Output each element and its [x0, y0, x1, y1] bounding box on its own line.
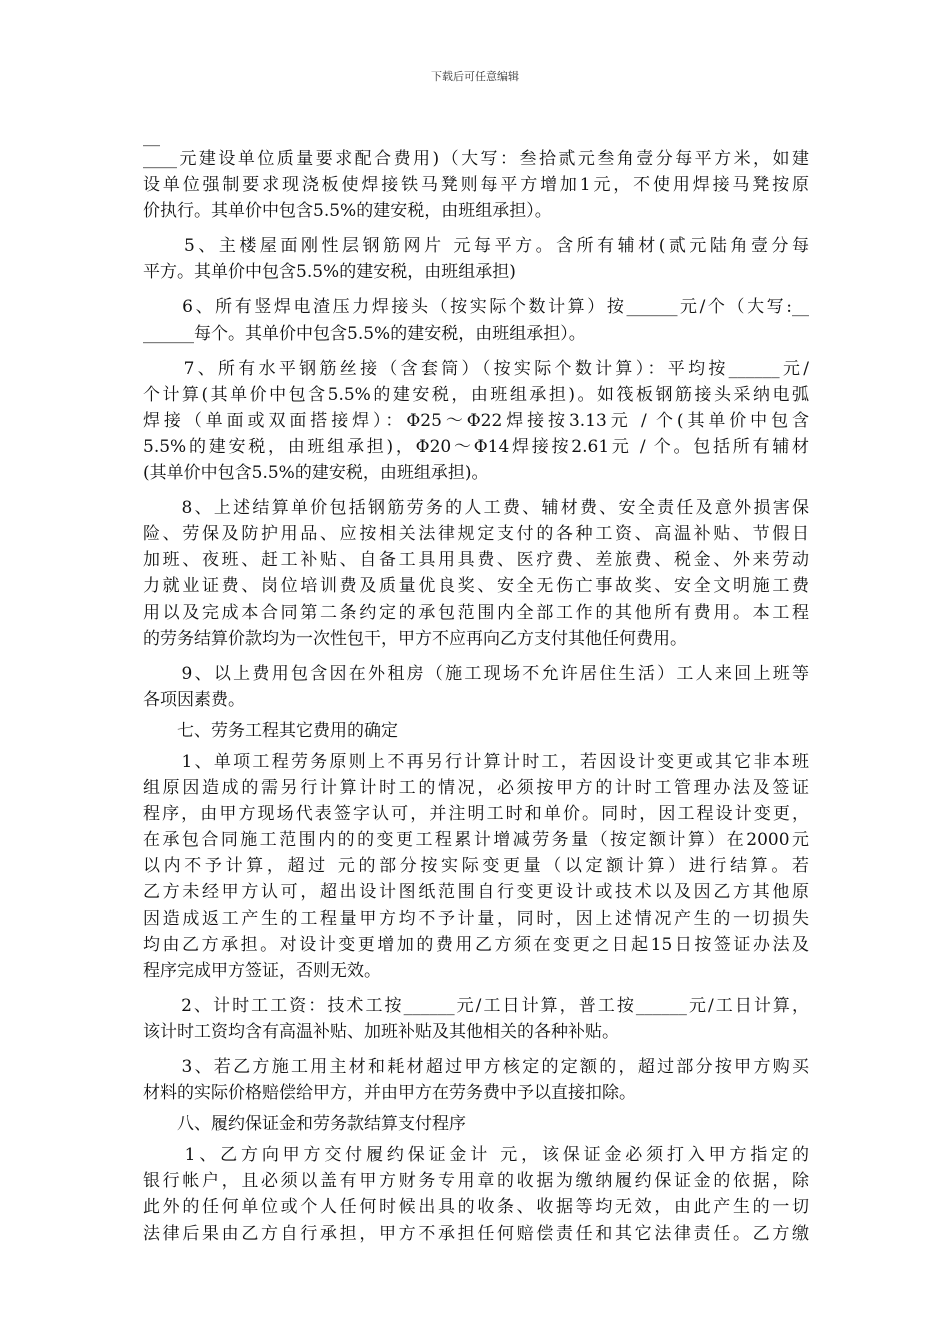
- text-line: 在承包合同施工范围内的的变更工程累计增减劳务量（按定额计算）在2000元: [143, 830, 809, 851]
- text-line: ____元建设单位质量要求配合费用)（大写：叁拾贰元叁角壹分每平方米，如建: [143, 149, 809, 169]
- text-line: 个计算(其单价中包含5.5%的建安税，由班组承担)。如筏板钢筋接头采纳电弧: [143, 384, 809, 405]
- text-line: 9、以上费用包含因在外租房（施工现场不允许居住生活）工人来回上班等: [143, 663, 809, 684]
- text-line: 1、乙方向甲方交付履约保证金计 元，该保证金必须打入甲方指定的: [143, 1145, 809, 1166]
- text-line: ______每个。其单价中包含5.5%的建安税，由班组承担）。: [143, 323, 586, 344]
- text-line: 8、上述结算单价包括钢筋劳务的人工费、辅材费、安全责任及意外损害保: [143, 498, 809, 519]
- text-line: 2、计时工工资：技术工按______元/工日计算，普工按______元/工日计算，: [143, 995, 809, 1016]
- text-line: 均由乙方承担。对设计变更增加的费用乙方须在变更之日起15日按签证办法及: [143, 934, 809, 955]
- text-line: 因造成返工产生的工程量甲方均不予计量，同时，因上述情况产生的一切损失: [143, 908, 809, 929]
- text-line: 法律后果由乙方自行承担，甲方不承担任何赔偿责任和其它法律责任。乙方缴: [143, 1223, 809, 1244]
- text-line: 此外的任何单位或个人任何时候出具的收条、收据等均无效，由此产生的一切: [143, 1197, 809, 1218]
- text-line: 程序完成甲方签证，否则无效。: [143, 960, 381, 981]
- section-heading: 七、劳务工程其它费用的确定: [143, 720, 398, 741]
- text-line: 乙方未经甲方认可，超出设计图纸范围自行变更设计或技术以及因乙方其他原: [143, 882, 809, 903]
- text-line: (其单价中包含5.5%的建安税，由班组承担)。: [143, 463, 489, 484]
- text-line: 6、所有竖焊电渣压力焊接头（按实际个数计算）按______元/个（大写:__: [143, 297, 809, 318]
- text-line: 平方。其单价中包含5.5%的建安税，由班组承担): [143, 262, 516, 283]
- text-line: 用以及完成本合同第二条约定的承包范围内全部工作的其他所有费用。本工程: [143, 602, 809, 623]
- text-line: 7、所有水平钢筋丝接（含套筒）（按实际个数计算）：平均按______元/: [143, 358, 809, 379]
- text-line: 险、劳保及防护用品、应按相关法律规定支付的各种工资、高温补贴、节假日: [143, 524, 809, 545]
- text-line: 5、主楼屋面刚性层钢筋网片 元每平方。含所有辅材(贰元陆角壹分每: [143, 236, 809, 257]
- text-line: 的劳务结算价款均为一次性包干，甲方不应再向乙方支付其他任何费用。: [143, 628, 687, 649]
- text-line: 加班、夜班、赶工补贴、自备工具用具费、医疗费、差旅费、税金、外来劳动: [143, 550, 809, 571]
- text-line: 1、单项工程劳务原则上不再另行计算计时工，若因设计变更或其它非本班: [143, 751, 809, 772]
- text-line: 价执行。其单价中包含5.5%的建安税，由班组承担）。: [143, 201, 552, 222]
- text-line: 设单位强制要求现浇板使焊接铁马凳则每平方增加1元，不使用焊接马凳按原: [143, 175, 809, 196]
- text-line: 3、若乙方施工用主材和耗材超过甲方核定的定额的，超过部分按甲方购买: [143, 1057, 809, 1077]
- page-header: 下载后可任意编辑: [431, 70, 519, 83]
- document-body: [143, 124, 809, 1247]
- text-line: 该计时工资均含有高温补贴、加班补贴及其他相关的各种补贴。: [143, 1021, 619, 1042]
- text-line: __: [143, 127, 160, 147]
- text-line: 材料的实际价格赔偿给甲方，并由甲方在劳务费中予以直接扣除。: [143, 1083, 636, 1104]
- text-line: 各项因素费。: [143, 689, 245, 710]
- text-line: 以内不予计算，超过 元的部分按实际变更量（以定额计算）进行结算。若: [143, 856, 809, 877]
- text-line: 银行帐户，且必须以盖有甲方财务专用章的收据为缴纳履约保证金的依据，除: [143, 1171, 809, 1192]
- section-heading: 八、履约保证金和劳务款结算支付程序: [143, 1114, 466, 1135]
- text-line: 程序，由甲方现场代表签字认可，并注明工时和单价。同时，因工程设计变更，: [143, 804, 809, 825]
- text-line: 5.5%的建安税，由班组承担)，Φ20～Φ14焊接按2.61元 / 个。包括所有辅材: [143, 436, 809, 457]
- text-line: 力就业证费、岗位培训费及质量优良奖、安全无伤亡事故奖、安全文明施工费: [143, 576, 809, 597]
- text-line: 组原因造成的需另行计算计时工的情况，必须按甲方的计时工管理办法及签证: [143, 778, 809, 799]
- text-line: 焊接（单面或双面搭接焊）：Φ25～Φ22焊接按3.13元 / 个(其单价中包含: [143, 410, 809, 431]
